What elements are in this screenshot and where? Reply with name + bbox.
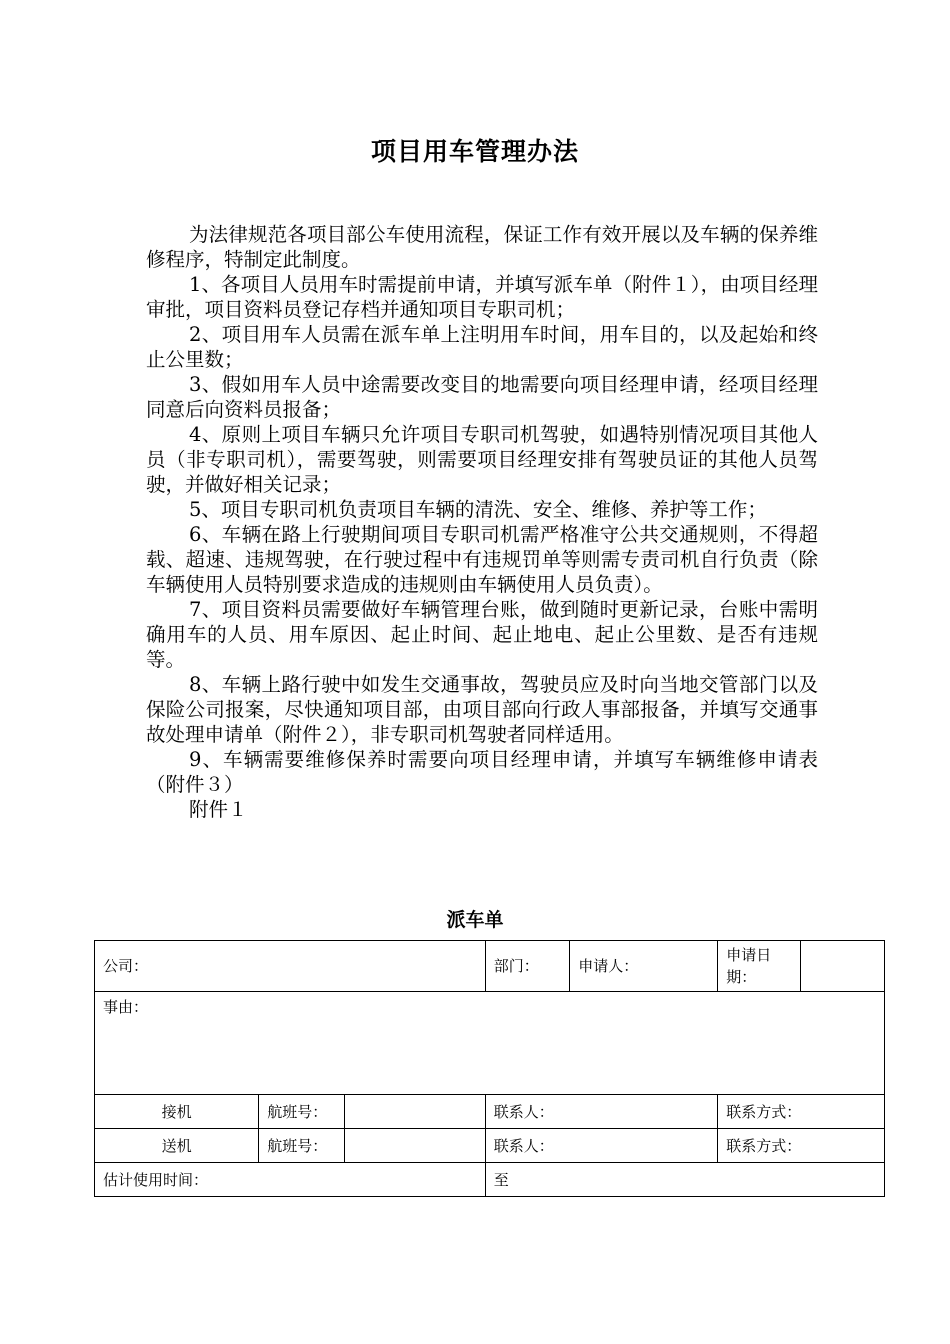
form-row-header xyxy=(95,941,885,992)
pickup-contact-field[interactable]: 联系人： xyxy=(485,1095,717,1129)
form-row-dropoff xyxy=(95,1129,885,1163)
attachment-label: 附件１ xyxy=(189,798,248,821)
company-field[interactable]: 公司： xyxy=(95,941,486,992)
apply-date-value-cell[interactable] xyxy=(800,941,884,992)
form-row-pickup xyxy=(95,1095,885,1129)
pickup-flight-input[interactable] xyxy=(344,1095,485,1129)
form-row-time xyxy=(95,1163,885,1197)
rule-6: 6、车辆在路上行驶期间项目专职司机需严格准守公共交通规则，不得超载、超速、违规驾驶，在行驶过程中有违规罚单等则需专责司机自行负责（除车辆使用人员特别要求造成的违规则由车辆使用人员负责）。 xyxy=(146,523,818,596)
pickup-contact-method-field[interactable]: 联系方式： xyxy=(718,1095,885,1129)
rule-2: 2、项目用车人员需在派车单上注明用车时间，用车目的，以及起始和终止公里数； xyxy=(146,323,818,371)
dropoff-label: 送机 xyxy=(95,1129,259,1163)
pickup-flight-label: 航班号： xyxy=(259,1095,344,1129)
rule-4: 4、原则上项目车辆只允许项目专职司机驾驶，如遇特别情况项目其他人员（非专职司机），需要驾驶，则需要项目经理安排有驾驶员证的其他人员驾驶，并做好相关记录； xyxy=(146,423,818,496)
rule-9: 9、车辆需要维修保养时需要向项目经理申请，并填写车辆维修申请表（附件３） xyxy=(146,748,818,796)
estimated-time-start-field[interactable]: 估计使用时间： xyxy=(95,1163,486,1197)
dropoff-contact-field[interactable]: 联系人： xyxy=(485,1129,717,1163)
rule-3: 3、假如用车人员中途需要改变目的地需要向项目经理申请，经项目经理同意后向资料员报备； xyxy=(146,373,818,421)
document-title: 项目用车管理办法 xyxy=(370,137,579,166)
applicant-field[interactable]: 申请人： xyxy=(570,941,718,992)
dispatch-form-table xyxy=(94,940,885,1197)
department-field[interactable]: 部门： xyxy=(485,941,570,992)
estimated-time-end-field[interactable]: 至 xyxy=(485,1163,884,1197)
dropoff-flight-label: 航班号： xyxy=(259,1129,344,1163)
dropoff-contact-method-field[interactable]: 联系方式： xyxy=(718,1129,885,1163)
rule-1: 1、各项目人员用车时需提前申请，并填写派车单（附件１），由项目经理审批，项目资料员登记存档并通知项目专职司机； xyxy=(146,273,818,321)
form-title: 派车单 xyxy=(446,909,504,931)
dropoff-flight-input[interactable] xyxy=(344,1129,485,1163)
rule-8: 8、车辆上路行驶中如发生交通事故，驾驶员应及时向当地交管部门以及保险公司报案，尽快通知项目部，由项目部向行政人事部报备，并填写交通事故处理申请单（附件２），非专职司机驾驶者同样适用。 xyxy=(146,673,818,746)
rule-5: 5、项目专职司机负责项目车辆的清洗、安全、维修、养护等工作； xyxy=(189,498,767,521)
form-row-reason xyxy=(95,992,885,1095)
rule-7: 7、项目资料员需要做好车辆管理台账，做到随时更新记录，台账中需明确用车的人员、用车原因、起止时间、起止地电、起止公里数、是否有违规等。 xyxy=(146,598,818,671)
intro-paragraph: 为法律规范各项目部公车使用流程，保证工作有效开展以及车辆的保养维修程序，特制定此制度。 xyxy=(146,223,818,271)
apply-date-label: 申请日期： xyxy=(718,941,801,992)
reason-field[interactable]: 事由： xyxy=(95,992,885,1095)
pickup-label: 接机 xyxy=(95,1095,259,1129)
document-body xyxy=(146,222,818,822)
